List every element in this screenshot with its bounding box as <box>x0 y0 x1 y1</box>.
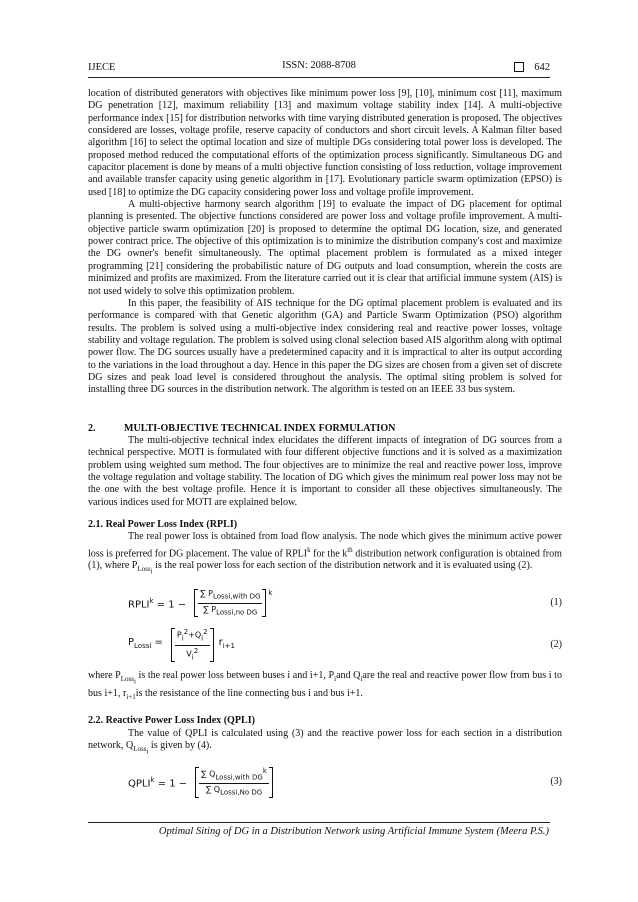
journal-name: IJECE <box>88 61 116 73</box>
paragraph-this-paper: In this paper, the feasibility of AIS technique for the DG optimal placement problem is evaluated and its performance is compared with that Genetic algorithm (GA) and Particle Swarm Optimization (PSO) algorithm results. The problem is solved using a multi-objective index considering real and reactive power losses, voltage stability and voltage regulation. The problem is solved using clonal selection based AIS algorithm along with optimal power flow. The DG sources usually have a predetermined capacity and it is impractical to alter its output according to the variations in the load throughout a day. Hence in this paper the DG sizes are chosen from a given set of discrete DG sizes and peak load level is considered throughout the analysis. The optimal siting problem is solved for installing three DG sources in the distribution network. The algorithm is tested on an IEEE 33 bus system. <box>88 297 562 396</box>
footer-rule <box>88 822 550 823</box>
page-header <box>88 60 550 74</box>
subsection-heading-2-1: 2.1. Real Power Loss Index (RPLI) <box>88 519 238 530</box>
issn: ISSN: 2088-8708 <box>282 60 356 71</box>
header-rule <box>88 77 550 78</box>
paragraph-harmony: A multi-objective harmony search algorithm [19] to evaluate the impact of DG placement for optimal planning is presented. The objective functions considered are power loss and voltage profile improvement. A multi-objective particle swarm optimization [20] is proposed to determine the optimal DG location, size, and generated power contract price. The objective of this optimization is to minimize the distribution company's cost and maximize the DG owner's benefit simultaneously. The optimal placement problem is formulated as a mixed integer programming [21] considering the probabilistic nature of DG outputs and load consumption, wherein the costs are minimized and profits are maximized. From the literature carried out it is clear that artificial immune system (AIS) is not used widely to solve this optimization problem. <box>88 199 562 297</box>
equation-2: $P_{Lossi}$ = $\frac{Pi2+Qi2}{Vi2}$ $r_{i+1}$ (2) <box>128 628 562 661</box>
paper-body <box>88 88 562 808</box>
page-number: 642 <box>534 61 550 73</box>
equation-3: QPLI$^k$ = 1 − $\frac{\text{∑ QLossi,with DGk}}{\text{∑ QLossi,No DG}}$ (3) <box>128 767 562 798</box>
equation-1: RPLI$^k$ = 1 − $\frac{\text{∑ PLossi,with DG}}{\text{∑ PLossi,no DG}}$ k (1) <box>128 588 562 617</box>
page-footer: Optimal Siting of DG in a Distribution Network using Artificial Immune System (Meera P.S.) <box>158 826 550 837</box>
paragraph-where: where $P_{Lossi}$ is the real power loss between buses i and i+1, $P_iand$ $Q_iare$ the real and reactive power flow from bus i to bus i+1, $r_{i+1}is$ the resistance of the line connecting bus i and bus i+1. <box>88 670 562 701</box>
square-bullet-icon <box>514 62 524 72</box>
section-heading-2: 2. MULTI-OBJECTIVE TECHNICAL INDEX FORMULATION <box>88 422 396 434</box>
paragraph-intro: location of distributed generators with objectives like minimum power loss [9], [10], minimum cost [11], maximum DG penetration [12], maximum reliability [13] and maximum voltage stability index [14]. A multi-objective performance index [15] for distribution networks with time varying distributed generation is proposed. The objectives considered are losses, voltage profile, reserve capacity of conductors and short circuit levels. A Kalman filter based algorithm [16] to select the optimal location and size of multiple DGs considering total power loss is developed. The proposed method reduced the computational efforts of the optimization process significantly. Simultaneous DG and capacitor placement is done by means of a multi objective function consisting of loss reduction, voltage improvement and available transfer capacity using genetic algorithm in [17]. Evolutionary particle swarm optimization (EPSO) is used [18] to optimize the DG capacity considering power loss and voltage profile improvement. <box>88 88 562 198</box>
paragraph-2-2: The value of QPLI is calculated using (3) and the reactive power loss for each section in a distribution network, $Q_{Lossi}$ is given by (4). <box>88 727 562 756</box>
paragraph-2-1: The real power loss is obtained from load flow analysis. The node which gives the minimum active power loss is preferred for DG placement. The value of RPLI$^k$ for the $k^{th}$ distribution network configuration is obtained from (1), where $P_{Lossi}$ is the real power loss for each section of the distribution network and it is evaluated using (2). <box>88 531 562 576</box>
paragraph-section-2: The multi-objective technical index elucidates the different impacts of integration of DG sources from a technical perspective. MOTI is formulated with four different objective functions and it is solved as a maximization problem using weighted sum method. The four objectives are to minimize the real and reactive power loss, improve the voltage regulation and voltage stability. The location of DG which gives the minimum real power loss may not be the one with the best voltage profile. Hence it is important to consider all these objectives simultaneously. The various indices used for MOTI are explained below. <box>88 434 562 508</box>
header-right <box>514 62 550 73</box>
subsection-heading-2-2: 2.2. Reactive Power Loss Index (QPLI) <box>88 715 255 727</box>
